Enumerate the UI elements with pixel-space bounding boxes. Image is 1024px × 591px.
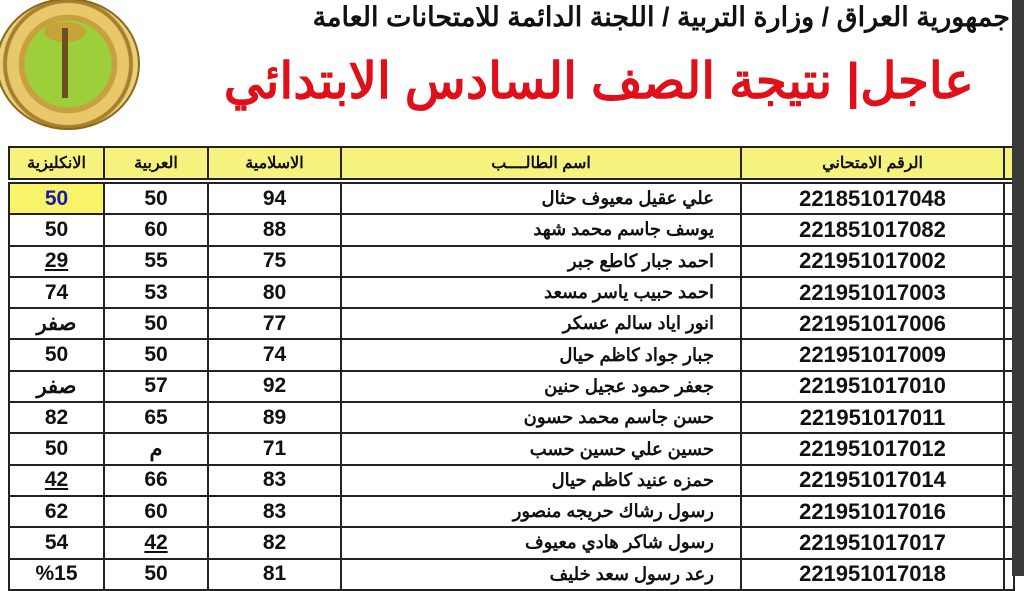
table-row [9, 527, 1014, 558]
cell-arabic: 50 [104, 339, 208, 370]
cell-name: جعفر حمود عجيل حنين [341, 371, 741, 402]
cell-islamic: 89 [208, 402, 341, 433]
cell-arabic: م [104, 433, 208, 464]
cell-id: 221951017003 [741, 277, 1004, 308]
cell-name: رسول رشاك حريجه منصور [341, 496, 741, 527]
cell-islamic: 82 [208, 527, 341, 558]
cell-id: 221851017082 [741, 214, 1004, 245]
cell-name: رسول شاكر هادي معيوف [341, 527, 741, 558]
table-row [9, 183, 1014, 214]
cell-name: احمد حبيب ياسر مسعد [341, 277, 741, 308]
header-name: اسم الطالــــب [341, 147, 741, 179]
cell-id: 221951017006 [741, 308, 1004, 339]
cell-arabic: 42 [104, 527, 208, 558]
cell-name: جبار جواد كاظم حيال [341, 339, 741, 370]
cell-english: 62 [9, 496, 104, 527]
cell-id: 221951017012 [741, 433, 1004, 464]
table-header-row [9, 147, 1014, 179]
right-edge-border [1012, 0, 1024, 576]
cell-islamic: 83 [208, 496, 341, 527]
cell-arabic: 65 [104, 402, 208, 433]
results-table [8, 146, 1015, 591]
cell-english: %15 [9, 559, 104, 590]
table-row [9, 214, 1014, 245]
cell-id: 221851017048 [741, 183, 1004, 214]
cell-english: 29 [9, 246, 104, 277]
cell-arabic: 50 [104, 559, 208, 590]
cell-arabic: 50 [104, 308, 208, 339]
cell-islamic: 77 [208, 308, 341, 339]
cell-arabic: 50 [104, 183, 208, 214]
header-islamic: الاسلامية [208, 147, 341, 179]
cell-islamic: 74 [208, 339, 341, 370]
cell-english: 50 [9, 339, 104, 370]
cell-english: 42 [9, 465, 104, 496]
table-row [9, 246, 1014, 277]
cell-arabic: 60 [104, 214, 208, 245]
cell-islamic: 83 [208, 465, 341, 496]
table-row [9, 465, 1014, 496]
cell-id: 221951017010 [741, 371, 1004, 402]
cell-islamic: 75 [208, 246, 341, 277]
cell-id: 221951017016 [741, 496, 1004, 527]
cell-id: 221951017017 [741, 527, 1004, 558]
table-row [9, 496, 1014, 527]
table-row [9, 339, 1014, 370]
cell-islamic: 88 [208, 214, 341, 245]
table-row [9, 277, 1014, 308]
cell-name: علي عقيل معيوف حثال [341, 183, 741, 214]
cell-arabic: 55 [104, 246, 208, 277]
cell-id: 221951017014 [741, 465, 1004, 496]
cell-english: 74 [9, 277, 104, 308]
cell-english: صفر [9, 308, 104, 339]
cell-name: يوسف جاسم محمد شهد [341, 214, 741, 245]
cell-arabic: 66 [104, 465, 208, 496]
cell-english: 50 [9, 214, 104, 245]
cell-name: حمزه عنيد كاظم حيال [341, 465, 741, 496]
cell-name: احمد جبار كاطع جبر [341, 246, 741, 277]
cell-id: 221951017002 [741, 246, 1004, 277]
cell-id: 221951017011 [741, 402, 1004, 433]
cell-arabic: 60 [104, 496, 208, 527]
cell-islamic: 71 [208, 433, 341, 464]
cell-english: 50 [9, 433, 104, 464]
table-row [9, 559, 1014, 590]
header-arabic: العربية [104, 147, 208, 179]
cell-islamic: 94 [208, 183, 341, 214]
table-row [9, 308, 1014, 339]
table-row [9, 402, 1014, 433]
page-title: عاجل| نتيجة الصف السادس الابتدائي [223, 53, 974, 109]
cell-id: 221951017018 [741, 559, 1004, 590]
cell-islamic: 81 [208, 559, 341, 590]
header-english: الانكليزية [9, 147, 104, 179]
cell-arabic: 53 [104, 277, 208, 308]
cell-name: حسين علي حسين حسب [341, 433, 741, 464]
header-id: الرقم الامتحاني [741, 147, 1004, 179]
cell-name: رعد رسول سعد خليف [341, 559, 741, 590]
ministry-of-education-logo [0, 0, 140, 130]
cell-english: 50 [9, 183, 104, 214]
table-row [9, 371, 1014, 402]
cell-english: صفر [9, 371, 104, 402]
cell-english: 54 [9, 527, 104, 558]
cell-id: 221951017009 [741, 339, 1004, 370]
cell-islamic: 80 [208, 277, 341, 308]
header-subtitle: جمهورية العراق / وزارة التربية / اللجنة الدائمة للامتحانات العامة [312, 2, 1010, 32]
table-row [9, 433, 1014, 464]
cell-english: 82 [9, 402, 104, 433]
cell-islamic: 92 [208, 371, 341, 402]
cell-name: انور اياد سالم عسكر [341, 308, 741, 339]
cell-name: حسن جاسم محمد حسون [341, 402, 741, 433]
cell-arabic: 57 [104, 371, 208, 402]
